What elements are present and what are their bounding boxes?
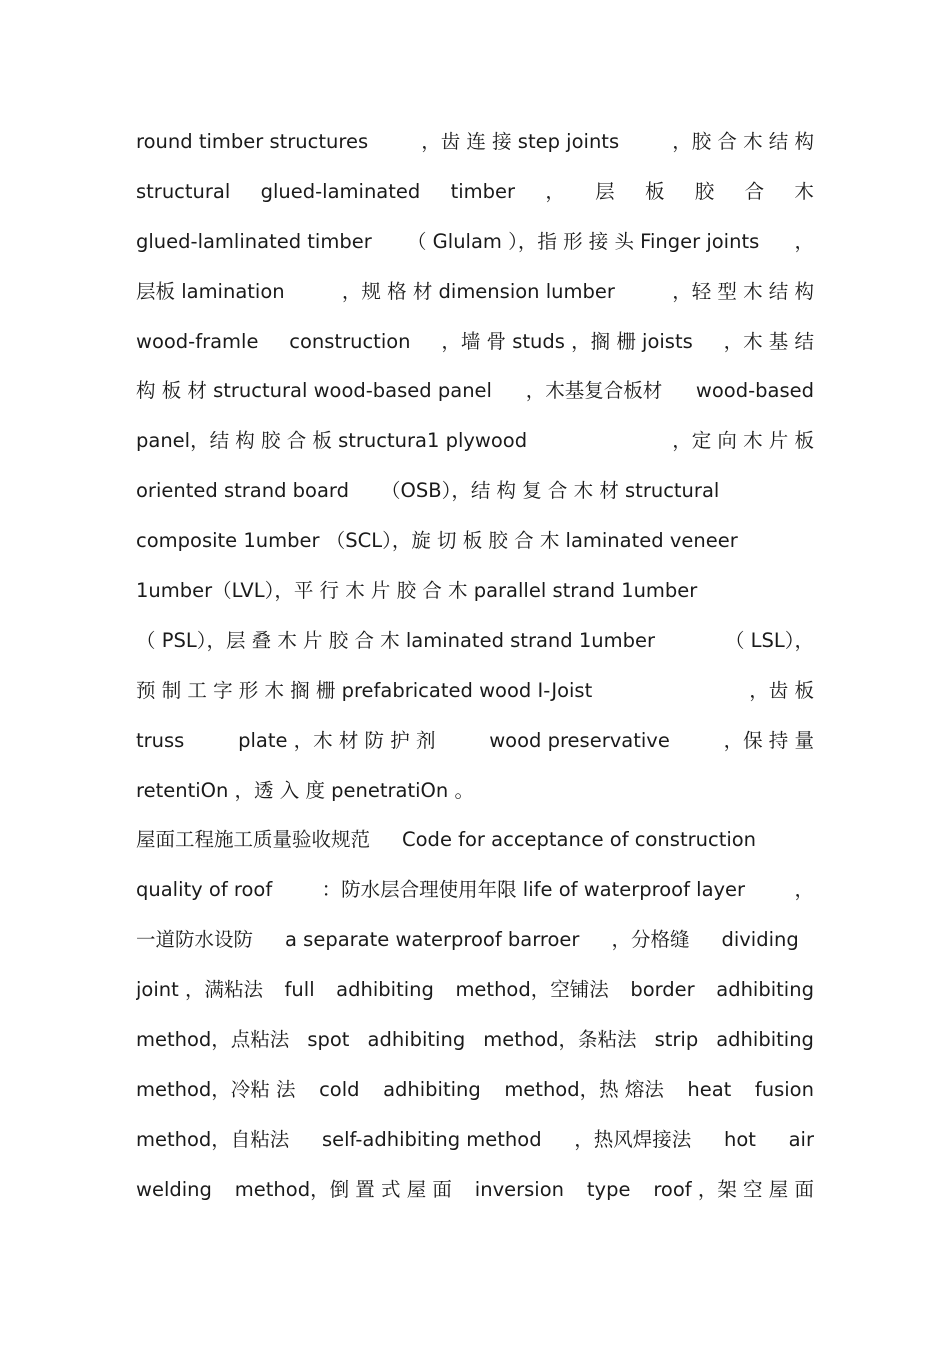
- text-line: [136, 416, 814, 466]
- text-line: [136, 1115, 814, 1165]
- text-segment: ，木 基 结: [723, 329, 814, 353]
- text-segment: timber: [450, 179, 516, 203]
- text-line: [136, 815, 814, 865]
- text-segment: quality of roof: [136, 878, 273, 902]
- text-segment: ，齿 连 接 step joints: [421, 130, 620, 153]
- text-line: [136, 766, 814, 816]
- text-segment: ，: [794, 878, 814, 902]
- text-line: [136, 1015, 814, 1065]
- text-segment: 层板 lamination: [136, 279, 285, 303]
- text-segment: method，自粘法: [136, 1127, 290, 1151]
- text-line: [136, 666, 814, 716]
- text-segment: wood-framle: [136, 329, 259, 353]
- text-segment: 预 制 工 字 形 木 搁 栅 prefabricated wood I-Joist: [136, 678, 593, 702]
- text-segment: 1umber（LVL），平 行 木 片 胶 合 木 parallel strand 1umber: [136, 579, 698, 603]
- text-segment: joint ，满粘法: [136, 978, 263, 1002]
- text-segment: full: [284, 978, 315, 1002]
- text-segment: heat: [687, 1077, 732, 1101]
- text-segment: （ LSL），: [724, 628, 814, 652]
- text-segment: roof ，架 空 屋 面: [653, 1177, 814, 1201]
- text-segment: method，冷粘 法: [136, 1077, 296, 1101]
- text-segment: 层: [595, 179, 615, 203]
- text-segment: ，: [794, 229, 814, 253]
- text-segment: adhibiting: [336, 978, 434, 1002]
- text-segment: 板: [644, 179, 665, 203]
- text-segment: truss: [136, 728, 185, 752]
- text-segment: ，胶 合 木 结 构: [672, 130, 814, 153]
- text-segment: ，齿 板: [749, 678, 814, 702]
- text-segment: 木: [794, 179, 814, 203]
- text-segment: retentiOn ，透 入 度 penetratiOn 。: [136, 778, 474, 802]
- text-segment: strip: [654, 1028, 699, 1052]
- text-line: [136, 1165, 814, 1215]
- text-segment: （ PSL），层 叠 木 片 胶 合 木 laminated strand 1umber: [136, 628, 656, 652]
- text-segment: method，条粘法: [483, 1028, 637, 1052]
- text-line: [136, 117, 814, 167]
- text-segment: self-adhibiting method: [321, 1127, 542, 1151]
- text-segment: composite 1umber （SCL），旋 切 板 胶 合 木 laminated veneer: [136, 529, 738, 553]
- text-line: [136, 466, 814, 516]
- text-segment: dividing: [721, 928, 799, 952]
- text-line: [136, 167, 814, 217]
- text-line: [136, 317, 814, 367]
- text-segment: wood-based: [695, 379, 814, 403]
- text-segment: inversion: [474, 1177, 564, 1201]
- text-segment: method，热 熔法: [504, 1077, 664, 1101]
- text-segment: 屋面工程施工质量验收规范: [136, 828, 371, 852]
- text-segment: glued-laminated: [260, 179, 421, 203]
- text-segment: method，倒 置 式 屋 面: [234, 1177, 452, 1201]
- text-segment: border: [630, 978, 695, 1002]
- text-segment: cold: [319, 1077, 360, 1101]
- text-segment: a separate waterproof barroer: [285, 928, 580, 952]
- text-segment: （OSB），结 构 复 合 木 材 structural: [380, 479, 720, 503]
- text-line: [136, 616, 814, 666]
- text-segment: Code for acceptance of construction: [402, 828, 757, 852]
- text-segment: ，墙 骨 studs ，搁 栅 joists: [441, 329, 693, 353]
- document-body: [136, 117, 814, 1215]
- text-segment: method，空铺法: [455, 978, 609, 1002]
- text-segment: ，保 持 量: [723, 728, 814, 752]
- text-segment: ，定 向 木 片 板: [672, 429, 814, 453]
- text-line: [136, 217, 814, 267]
- text-segment: glued-lamlinated timber: [136, 229, 372, 253]
- text-segment: 合: [744, 179, 765, 203]
- text-segment: ，分格缝: [611, 928, 690, 952]
- text-segment: adhibiting: [716, 1028, 814, 1052]
- text-line: [136, 1065, 814, 1115]
- text-segment: wood preservative: [489, 728, 670, 752]
- text-line: [136, 865, 814, 915]
- text-line: [136, 566, 814, 616]
- text-segment: welding: [136, 1177, 212, 1201]
- text-segment: ，: [545, 179, 565, 203]
- text-segment: method，点粘法: [136, 1028, 290, 1052]
- text-segment: round timber structures: [136, 130, 369, 153]
- text-segment: hot: [723, 1127, 756, 1151]
- text-segment: construction: [289, 329, 411, 353]
- text-segment: oriented strand board: [136, 479, 349, 503]
- text-line: [136, 965, 814, 1015]
- text-line: [136, 366, 814, 416]
- text-line: [136, 516, 814, 566]
- text-segment: fusion: [754, 1077, 814, 1101]
- text-segment: 构 板 材 structural wood-based panel: [136, 379, 492, 403]
- text-segment: ，热风焊接法: [574, 1127, 692, 1151]
- text-segment: ，轻 型 木 结 构: [672, 279, 814, 303]
- text-segment: spot: [307, 1028, 350, 1052]
- text-segment: ，木基复合板材: [525, 379, 663, 403]
- text-segment: 一道防水设防: [136, 928, 254, 952]
- text-segment: type: [586, 1177, 631, 1201]
- text-segment: plate ，木 材 防 护 剂: [238, 728, 436, 752]
- text-segment: structural: [136, 179, 231, 203]
- text-segment: adhibiting: [716, 978, 814, 1002]
- text-line: [136, 716, 814, 766]
- text-line: [136, 267, 814, 317]
- text-segment: 胶: [694, 179, 715, 203]
- text-segment: air: [788, 1127, 814, 1151]
- text-segment: adhibiting: [383, 1077, 481, 1101]
- text-line: [136, 915, 814, 965]
- text-segment: （ Glulam ），指 形 接 头 Finger joints: [406, 229, 760, 253]
- text-segment: ，规 格 材 dimension lumber: [341, 279, 615, 303]
- text-segment: ：防水层合理使用年限 life of waterproof layer: [321, 878, 746, 902]
- text-segment: adhibiting: [367, 1028, 466, 1052]
- text-segment: panel，结 构 胶 合 板 structura1 plywood: [136, 429, 528, 453]
